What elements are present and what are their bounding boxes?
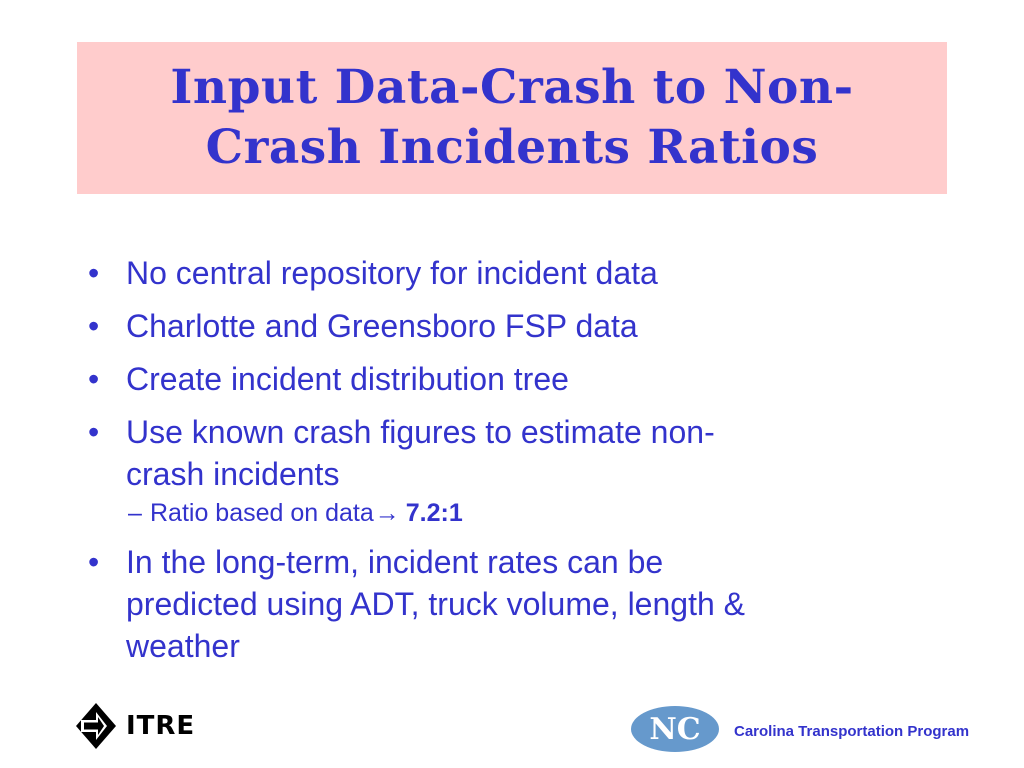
- bullet-item: • No central repository for incident data: [86, 252, 936, 294]
- itre-logo-text: ITRE: [126, 711, 196, 741]
- itre-arrow-icon: [76, 703, 116, 749]
- bullet-text-line-1: In the long-term, incident rates can be: [126, 544, 664, 580]
- right-arrow-icon: →: [374, 499, 400, 527]
- carolina-transportation-program-logo: [630, 705, 969, 753]
- bullet-item: • Create incident distribution tree: [86, 358, 936, 400]
- slide-title-line-1: Input Data-Crash to Non-: [170, 60, 854, 115]
- bullet-text-line-2: crash incidents: [126, 456, 340, 492]
- bullet-item: [86, 411, 936, 530]
- slide-title-line-2: Crash Incidents Ratios: [205, 120, 819, 175]
- bullet-text-line-3: weather: [126, 628, 240, 664]
- sub-bullet-item: [126, 497, 936, 530]
- bullet-item: • Charlotte and Greensboro FSP data: [86, 305, 936, 347]
- sub-bullet-list: [126, 497, 936, 530]
- sub-bullet-text: Ratio based on data: [150, 499, 374, 527]
- bullet-text-line-1: Use known crash figures to estimate non-: [126, 414, 715, 450]
- nc-logo-icon: [630, 705, 720, 753]
- itre-logo: [76, 703, 195, 749]
- bullet-text-line-2: predicted using ADT, truck volume, length &: [126, 586, 745, 622]
- nc-logo-letters: NC: [649, 712, 701, 747]
- bullet-list: [86, 252, 936, 678]
- slide-title: [170, 58, 853, 178]
- ratio-value: 7.2:1: [405, 499, 463, 527]
- title-banner: [77, 42, 947, 194]
- bullet-item: [86, 541, 936, 667]
- program-name: Carolina Transportation Program: [734, 722, 970, 740]
